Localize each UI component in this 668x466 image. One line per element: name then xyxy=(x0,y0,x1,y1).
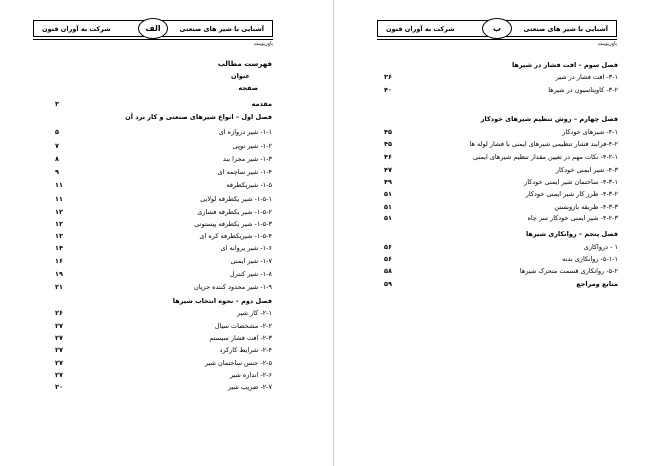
toc-entry-page: ۱۲ xyxy=(55,220,63,228)
toc-entry-page: ۵۶ xyxy=(384,243,392,251)
page-header xyxy=(377,20,617,37)
page-header xyxy=(33,20,273,37)
toc-entry-page: ۹ xyxy=(55,168,59,176)
toc-entry-text: ۲-۵- جنس ساختمان شیر xyxy=(204,359,272,367)
toc-entry-text: ۱ - درواکاری xyxy=(583,243,618,251)
toc-entry-page: ۱۱ xyxy=(55,195,63,203)
page-marker: الف xyxy=(138,18,168,39)
header-rule xyxy=(33,39,273,40)
toc-entry-text: ۱-۵-۱- شیر یکطرفه لولایی xyxy=(200,195,272,203)
toc-entry-text: ۲-۳- افت فشار سیستم xyxy=(209,334,272,342)
toc-entry-page: ۲۶ xyxy=(55,309,63,317)
company-name: شرکت به آوران فنون xyxy=(42,25,111,33)
toc-entry-text: ۴-۲-۳- شیر ایمنی خودکار سر چاه xyxy=(527,214,618,222)
toc-entry-page: ۱۳ xyxy=(55,232,63,240)
toc-entry-text: ۲-۱- کار شیر xyxy=(236,309,272,317)
toc-entry-page: ۲۷ xyxy=(55,346,63,354)
toc-entry-page: ۳ xyxy=(55,100,59,108)
toc-entry-text: ۲-۶- اندازه شیر xyxy=(229,371,272,379)
toc-entry-page: ۸ xyxy=(55,155,59,163)
toc-entry-text: ۴-۲-۱- نکات مهم در تعیین مقدار تنظیم شیرهای ایمنی xyxy=(473,153,618,161)
toc-column-title: عنوان xyxy=(231,72,250,80)
toc-entry-page: ۲۷ xyxy=(55,334,63,342)
toc-entry-text: ۵-۱-۱- روانکاری بدنه xyxy=(562,255,618,263)
toc-entry-page: ۷ xyxy=(55,142,59,150)
toc-entry-page: ۵ xyxy=(55,128,59,136)
toc-entry-page: ۵۹ xyxy=(384,280,392,288)
toc-entry-text: ۱-۵-۴- شیریکطرفه کره ای xyxy=(199,232,272,240)
toc-entry-page: ۴۷ xyxy=(384,166,392,174)
toc-entry-text: ۳-۱- افت فشار در شیر xyxy=(555,73,618,81)
toc-entry-text: ۱-۳- شیر مجرا بند xyxy=(222,155,272,163)
toc-column-page: صفحه xyxy=(238,84,258,92)
toc-entry-text: ۱-۵- شیرپکطرفه xyxy=(226,181,272,189)
toc-entry-text: ۱-۹- شیر محدود کننده جریان xyxy=(193,283,272,291)
toc-entry-page: ۱۶ xyxy=(55,257,63,265)
toc-entry-text: منابع ومراجع xyxy=(576,280,618,288)
toc-entry-page: ۵۶ xyxy=(384,255,392,263)
header-small-label: پاورپوینت xyxy=(253,41,273,47)
toc-entry-page: ۳۶ xyxy=(384,73,392,81)
toc-entry-page: ۲۷ xyxy=(55,371,63,379)
toc-entry-text: ۴-۳-۳- طریقه بازوبستن xyxy=(554,203,618,211)
toc-entry-text: ۱-۶- شیر پروانه ای xyxy=(220,244,272,252)
toc-entry-text: فصل دوم – نحوه انتخاب شیرها xyxy=(172,297,272,305)
toc-entry-page: ۴۹ xyxy=(384,178,392,186)
toc-entry-text: ۳-۲- کاویتاسیون در شیرها xyxy=(548,86,618,94)
toc-entry-page: ۱۴ xyxy=(55,244,63,252)
toc-entry-text: ۴-۳-۲- طرز کار شیر ایمنی خودکار xyxy=(525,190,618,198)
toc-entry-text: ۱-۵-۳- شیر یکطرفه پیستونی xyxy=(194,220,272,228)
toc-entry-text: ۲-۴- شرایط کارکرد xyxy=(219,346,272,354)
toc-entry-page: ۱۹ xyxy=(55,270,63,278)
toc-entry-text: ۴-۳- شیر ایمنی خودکار xyxy=(555,166,618,174)
toc-entry-text: ۱-۱- شیر دروازه ای xyxy=(218,128,272,136)
toc-entry-page: ۱۲ xyxy=(55,208,63,216)
toc-entry-page: ۵۱ xyxy=(384,203,392,211)
toc-entry-page: ۲۷ xyxy=(55,322,63,330)
toc-entry-text: ۲-۷- ضریب شیر xyxy=(227,383,272,391)
company-name: شرکت به آوران فنون xyxy=(386,25,455,33)
toc-entry-page: ۵۱ xyxy=(384,190,392,198)
toc-entry-text: ۱-۴- شیر ساچمه ای xyxy=(217,168,272,176)
toc-entry-page: ۵۸ xyxy=(384,267,392,275)
header-rule xyxy=(377,39,617,40)
toc-entry-page: ۳۰ xyxy=(55,383,63,391)
header-small-label: پاورپوینت xyxy=(597,41,617,47)
toc-entry-text: ۱-۷- شیر ایمنی xyxy=(230,257,272,265)
toc-entry-page: ۴۰ xyxy=(384,86,392,94)
toc-entry-text: ۱-۲- شیر توپی xyxy=(232,142,272,150)
toc-entry-text: ۲-۲- مشخصات سیال xyxy=(214,322,272,330)
toc-entry-text: ۵-۲- روانکاری قسمت متحرک شیرها xyxy=(519,267,618,275)
toc-entry-text: ۱-۸- شیر کنترل xyxy=(229,270,272,278)
book-title: آشنایی با شیر های صنعتی xyxy=(179,25,264,33)
page-marker: ب xyxy=(482,18,512,39)
toc-entry-page: ۴۶ xyxy=(384,153,392,161)
toc-title: فهرست مطالب xyxy=(217,60,272,68)
toc-entry-text: ۱-۵-۲- شیر یکطرفه فشاری xyxy=(197,208,272,216)
toc-entry-text: فصل پنجم – روانکاری شیرها xyxy=(525,230,618,238)
right-page xyxy=(334,0,668,466)
toc-entry-page: ۴۵ xyxy=(384,140,392,148)
toc-entry-text: فصل اول – انواع شیرهای صنعتی و کار برد آن xyxy=(125,113,272,121)
toc-entry-text: مقدمه xyxy=(251,100,272,108)
toc-entry-page: ۲۷ xyxy=(55,359,63,367)
toc-entry-text: ۴-۳-۱- ساختمان شیر ایمنی خودکار xyxy=(524,178,618,186)
toc-entry-page: ۱۱ xyxy=(55,181,63,189)
toc-entry-text: فصل سوم – افت فشار در شیرها xyxy=(511,61,618,69)
toc-entry-text: فصل چهارم – روش تنظیم شیرهای خودکار xyxy=(480,115,618,123)
toc-entry-page: ۵۱ xyxy=(384,214,392,222)
book-title: آشنایی با شیر های صنعتی xyxy=(523,25,608,33)
toc-entry-page: ۲۱ xyxy=(55,283,63,291)
toc-entry-text: ۴-۱- شیرهای خودکار xyxy=(562,128,618,136)
toc-entry-page: ۴۵ xyxy=(384,128,392,136)
toc-entry-text: ۴-۲-فرایند فشار تنظیمی شیرهای ایمنی با فشار لوله ها xyxy=(469,140,618,148)
